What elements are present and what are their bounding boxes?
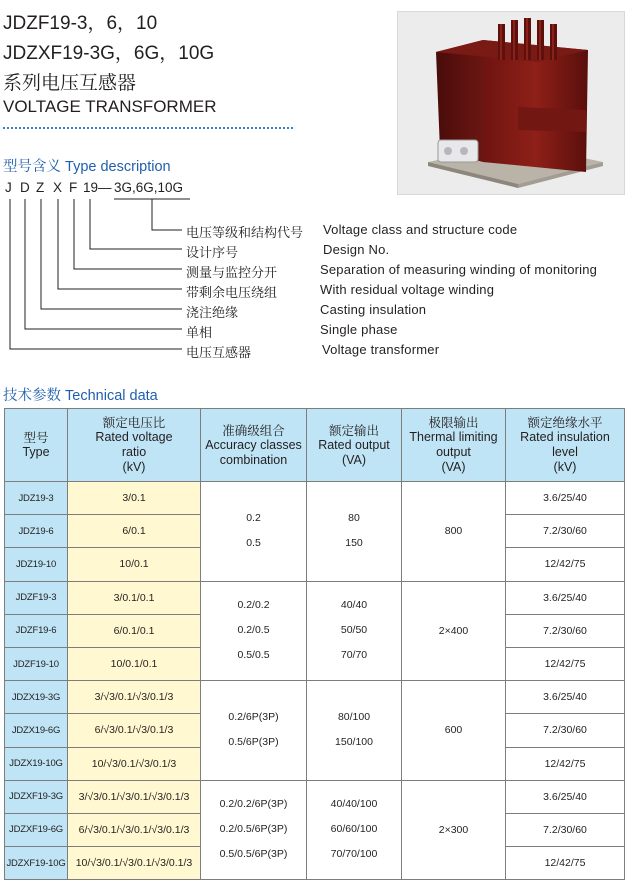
cell-rated-output: 40/40/100 60/60/100 70/70/100: [307, 780, 402, 880]
desc-en-residual-winding: With residual voltage winding: [320, 282, 495, 297]
col-header-accuracy: 准确级组合 Accuracy classes combination: [201, 409, 307, 482]
series-title-cn: 系列电压互感器: [3, 72, 137, 94]
cell-insulation: 3.6/25/40: [506, 780, 625, 813]
technical-data-heading: 技术参数 Technical data: [3, 388, 158, 404]
col-header-thermal-output: 极限输出 Thermal limiting output (VA): [402, 409, 506, 482]
code-letter-f: F: [69, 180, 78, 195]
cell-thermal-output: 2×300: [402, 780, 506, 880]
model-title-line-2: JDZXF19-3G，6G，10G: [3, 43, 215, 64]
cell-accuracy: 0.2/0.2/6P(3P) 0.2/0.5/6P(3P) 0.5/0.5/6P(3P): [201, 780, 307, 880]
cell-ratio: 3/0.1: [68, 482, 201, 515]
cell-ratio: 3/0.1/0.1: [68, 581, 201, 614]
cell-rated-output: 40/40 50/50 70/70: [307, 581, 402, 681]
cell-type: JDZ19-6: [5, 515, 68, 548]
type-description-heading: 型号含义 Type description: [3, 159, 171, 175]
col-header-type: 型号 Type: [5, 409, 68, 482]
cell-ratio: 6/0.1: [68, 515, 201, 548]
table-row: [5, 780, 625, 813]
desc-cn-single-phase: 单相: [186, 326, 213, 341]
col-header-insulation: 额定绝缘水平 Rated insulation level (kV): [506, 409, 625, 482]
code-letter-d: D: [20, 180, 30, 195]
cell-insulation: 3.6/25/40: [506, 681, 625, 714]
code-letter-j: J: [5, 180, 12, 195]
cell-type: JDZ19-3: [5, 482, 68, 515]
cell-insulation: 7.2/30/60: [506, 714, 625, 747]
cell-insulation: 7.2/30/60: [506, 515, 625, 548]
cell-type: JDZF19-3: [5, 581, 68, 614]
col-header-ratio: 额定电压比 Rated voltage ratio (kV): [68, 409, 201, 482]
cell-ratio: 3/√3/0.1/√3/0.1/√3/0.1/3: [68, 780, 201, 813]
cell-thermal-output: 800: [402, 482, 506, 582]
table-header-row: [5, 409, 625, 482]
cell-thermal-output: 2×400: [402, 581, 506, 681]
series-title-en: VOLTAGE TRANSFORMER: [3, 97, 217, 116]
col-header-rated-output: 额定输出 Rated output (VA): [307, 409, 402, 482]
table-row: [5, 581, 625, 614]
cell-type: JDZX19-3G: [5, 681, 68, 714]
cell-insulation: 7.2/30/60: [506, 813, 625, 846]
model-title-line-1: JDZF19-3，6，10: [3, 13, 158, 34]
table-row: [5, 482, 625, 515]
desc-cn-separation: 测量与监控分开: [186, 266, 278, 281]
cell-insulation: 12/42/75: [506, 647, 625, 680]
desc-cn-voltage-transformer: 电压互感器: [186, 346, 252, 361]
cell-insulation: 3.6/25/40: [506, 581, 625, 614]
cell-ratio: 10/0.1/0.1: [68, 647, 201, 680]
code-design-no: 19—: [83, 180, 112, 195]
cell-type: JDZXF19-10G: [5, 847, 68, 880]
cell-type: JDZ19-10: [5, 548, 68, 581]
desc-en-voltage-class: Voltage class and structure code: [323, 222, 518, 237]
cell-accuracy: 0.2/0.2 0.2/0.5 0.5/0.5: [201, 581, 307, 681]
cell-rated-output: 80/100 150/100: [307, 681, 402, 781]
desc-cn-voltage-class: 电压等级和结构代号: [186, 226, 304, 241]
cell-type: JDZF19-6: [5, 614, 68, 647]
code-letter-z: Z: [36, 180, 45, 195]
desc-en-voltage-transformer: Voltage transformer: [322, 342, 440, 357]
technical-data-table: [4, 408, 625, 880]
cell-ratio: 6/√3/0.1/√3/0.1/√3/0.1/3: [68, 813, 201, 846]
cell-ratio: 3/√3/0.1/√3/0.1/3: [68, 681, 201, 714]
cell-type: JDZX19-10G: [5, 747, 68, 780]
cell-type: JDZXF19-3G: [5, 780, 68, 813]
cell-insulation: 12/42/75: [506, 847, 625, 880]
cell-ratio: 10/√3/0.1/√3/0.1/3: [68, 747, 201, 780]
table-row: [5, 681, 625, 714]
code-letter-x: X: [53, 180, 63, 195]
cell-insulation: 3.6/25/40: [506, 482, 625, 515]
cell-rated-output: 80 150: [307, 482, 402, 582]
code-voltage-class: 3G,6G,10G: [114, 180, 184, 195]
desc-en-design-no: Design No.: [323, 242, 390, 257]
cell-ratio: 10/0.1: [68, 548, 201, 581]
cell-ratio: 10/√3/0.1/√3/0.1/√3/0.1/3: [68, 847, 201, 880]
cell-ratio: 6/√3/0.1/√3/0.1/3: [68, 714, 201, 747]
cell-accuracy: 0.2 0.5: [201, 482, 307, 582]
desc-en-casting-insulation: Casting insulation: [320, 302, 427, 317]
cell-insulation: 12/42/75: [506, 548, 625, 581]
desc-cn-design-no: 设计序号: [186, 246, 239, 261]
cell-thermal-output: 600: [402, 681, 506, 781]
cell-insulation: 12/42/75: [506, 747, 625, 780]
desc-en-single-phase: Single phase: [320, 322, 398, 337]
cell-type: JDZXF19-6G: [5, 813, 68, 846]
desc-en-separation: Separation of measuring winding of monitoring: [320, 262, 598, 277]
cell-type: JDZF19-10: [5, 647, 68, 680]
cell-accuracy: 0.2/6P(3P) 0.5/6P(3P): [201, 681, 307, 781]
cell-type: JDZX19-6G: [5, 714, 68, 747]
cell-ratio: 6/0.1/0.1: [68, 614, 201, 647]
desc-cn-casting-insulation: 浇注绝缘: [186, 306, 239, 321]
desc-cn-residual-winding: 带剩余电压绕组: [186, 286, 278, 301]
cell-insulation: 7.2/30/60: [506, 614, 625, 647]
